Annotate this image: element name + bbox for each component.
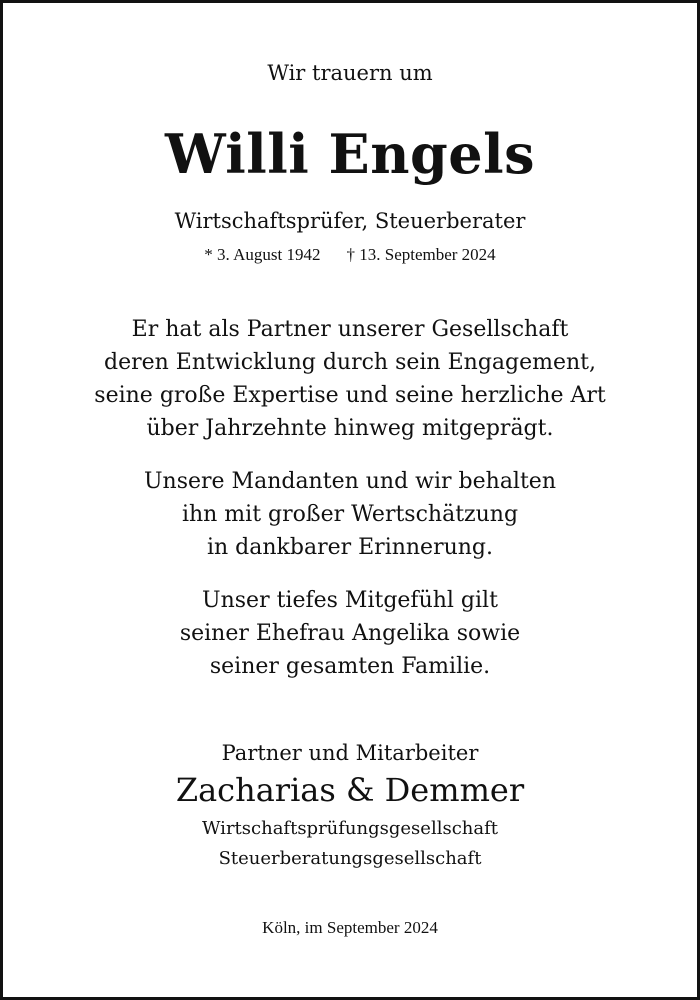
paragraph-line: seiner Ehefrau Angelika sowie <box>179 621 521 646</box>
paragraph-line: deren Entwicklung durch sein Engagement, <box>103 350 596 375</box>
paragraph-line: in dankbarer Erinnerung. <box>206 535 494 560</box>
place-date: Köln, im September 2024 <box>262 918 438 937</box>
condolence-paragraph <box>0 584 700 683</box>
intro-text: Wir trauern um <box>267 61 433 85</box>
deceased-profession: Wirtschaftsprüfer, Steuerberater <box>174 209 526 233</box>
signers-text: Partner und Mitarbeiter <box>221 741 479 765</box>
paragraph-line: über Jahrzehnte hinweg mitgeprägt. <box>146 416 554 441</box>
firm-description-line: Wirtschaftsprüfungsgesellschaft <box>202 818 498 839</box>
firm-description-line: Steuerberatungsgesellschaft <box>218 848 482 869</box>
paragraph-line: seiner gesamten Familie. <box>209 654 491 679</box>
tribute-paragraph <box>0 313 700 445</box>
deceased-name: Willi Engels <box>165 122 535 186</box>
paragraph-line: Unser tiefes Mitgefühl gilt <box>202 588 498 613</box>
paragraph-line: seine große Expertise und seine herzliche Art <box>94 383 606 408</box>
paragraph-line: Unsere Mandanten und wir behalten <box>144 469 556 494</box>
life-dates <box>0 243 700 267</box>
firm-description <box>0 814 700 874</box>
remembrance-paragraph <box>0 465 700 564</box>
paragraph-line: Er hat als Partner unserer Gesellschaft <box>131 317 569 342</box>
death-date: † 13. September 2024 <box>346 245 496 264</box>
firm-name: Zacharias & Demmer <box>175 771 525 809</box>
birth-date: * 3. August 1942 <box>204 245 321 264</box>
paragraph-line: ihn mit großer Wertschätzung <box>181 502 519 527</box>
